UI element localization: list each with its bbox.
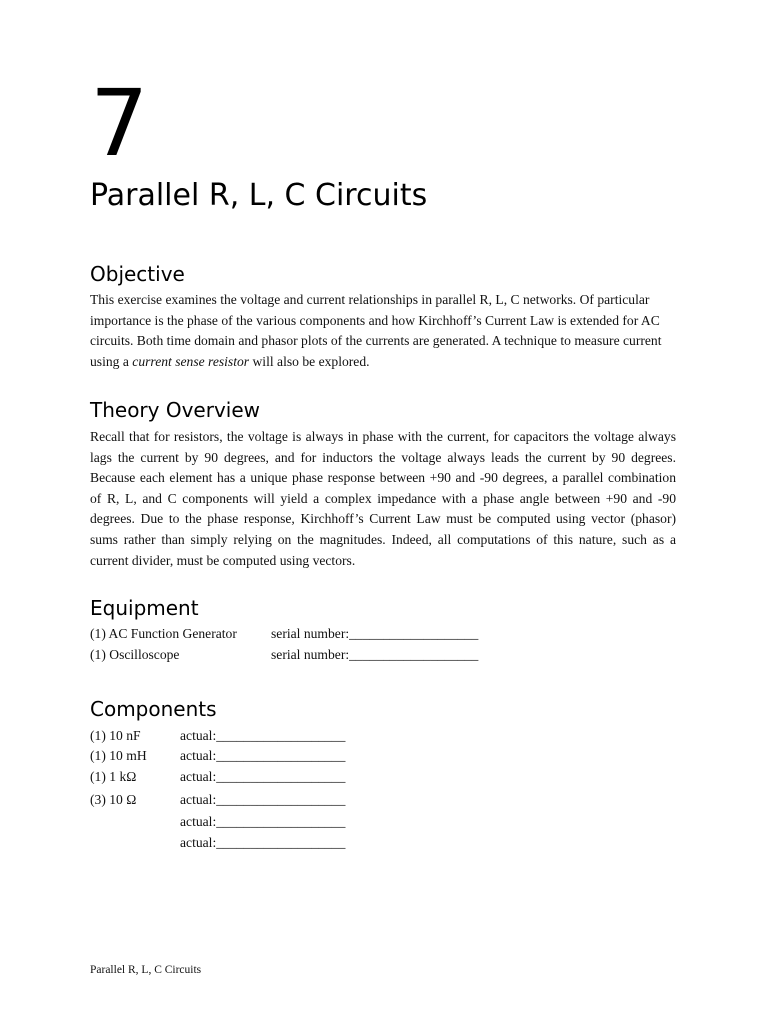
- objective-line-last: [90, 352, 676, 373]
- objective-heading: Objective: [90, 262, 185, 286]
- component-name: (1) 1 kΩ: [90, 769, 137, 784]
- objective-line-suffix: will also be explored.: [249, 353, 370, 369]
- chapter-number: 7: [90, 70, 149, 177]
- theory-line: Because each element has a unique phase response between +90 and -90 degrees, a parallel combination: [90, 470, 676, 486]
- page-footer: Parallel R, L, C Circuits: [90, 964, 202, 976]
- components-heading: Components: [90, 697, 217, 721]
- equipment-name: (1) AC Function Generator: [90, 626, 237, 641]
- objective-paragraph: [90, 290, 676, 372]
- theory-paragraph: [90, 427, 676, 571]
- actual-value-field: actual:___________________: [180, 748, 346, 763]
- equipment-heading: Equipment: [90, 596, 199, 620]
- actual-value-field: actual:___________________: [180, 769, 346, 784]
- serial-number-field: serial number:___________________: [271, 626, 479, 641]
- theory-line: Recall that for resistors, the voltage is always in phase with the current, for capacitors the voltage always: [90, 429, 676, 444]
- component-name: (3) 10 Ω: [90, 792, 137, 807]
- actual-value-field: actual:___________________: [180, 814, 346, 829]
- theory-line: sums rather than simply relying on the magnitudes. Indeed, all computations of this nature, such as a: [90, 531, 676, 547]
- actual-value-field: actual:___________________: [180, 835, 346, 850]
- component-name: (1) 10 mH: [90, 748, 147, 763]
- theory-line: of R, L, and C components will yield a complex impedance with a phase angle between +90 and -90: [90, 490, 676, 506]
- actual-value-field: actual:___________________: [180, 792, 346, 807]
- objective-line: importance is the phase of the various components and how Kirchhoff’s Current Law is extended for AC: [90, 312, 660, 328]
- serial-number-field: serial number:___________________: [271, 647, 479, 662]
- theory-line: degrees. Due to the phase response, Kirchhoff’s Current Law must be computed using vector (phasor): [90, 511, 676, 527]
- equipment-name: (1) Oscilloscope: [90, 647, 180, 662]
- chapter-title: Parallel R, L, C Circuits: [90, 178, 428, 213]
- actual-value-field: actual:___________________: [180, 728, 346, 743]
- theory-heading: Theory Overview: [90, 398, 261, 422]
- theory-line: lags the current by 90 degrees, and for inductors the voltage always leads the current by 90 degrees.: [90, 449, 676, 465]
- component-name: (1) 10 nF: [90, 728, 141, 743]
- objective-line: circuits. Both time domain and phasor plots of the currents are generated. A technique to measure current: [90, 333, 662, 349]
- current-sense-resistor-term: current sense resistor: [132, 353, 250, 369]
- objective-line-prefix: using a: [90, 353, 133, 369]
- objective-line: This exercise examines the voltage and current relationships in parallel R, L, C networks. Of particular: [90, 292, 650, 307]
- theory-line: current divider, must be computed using vectors.: [90, 552, 356, 568]
